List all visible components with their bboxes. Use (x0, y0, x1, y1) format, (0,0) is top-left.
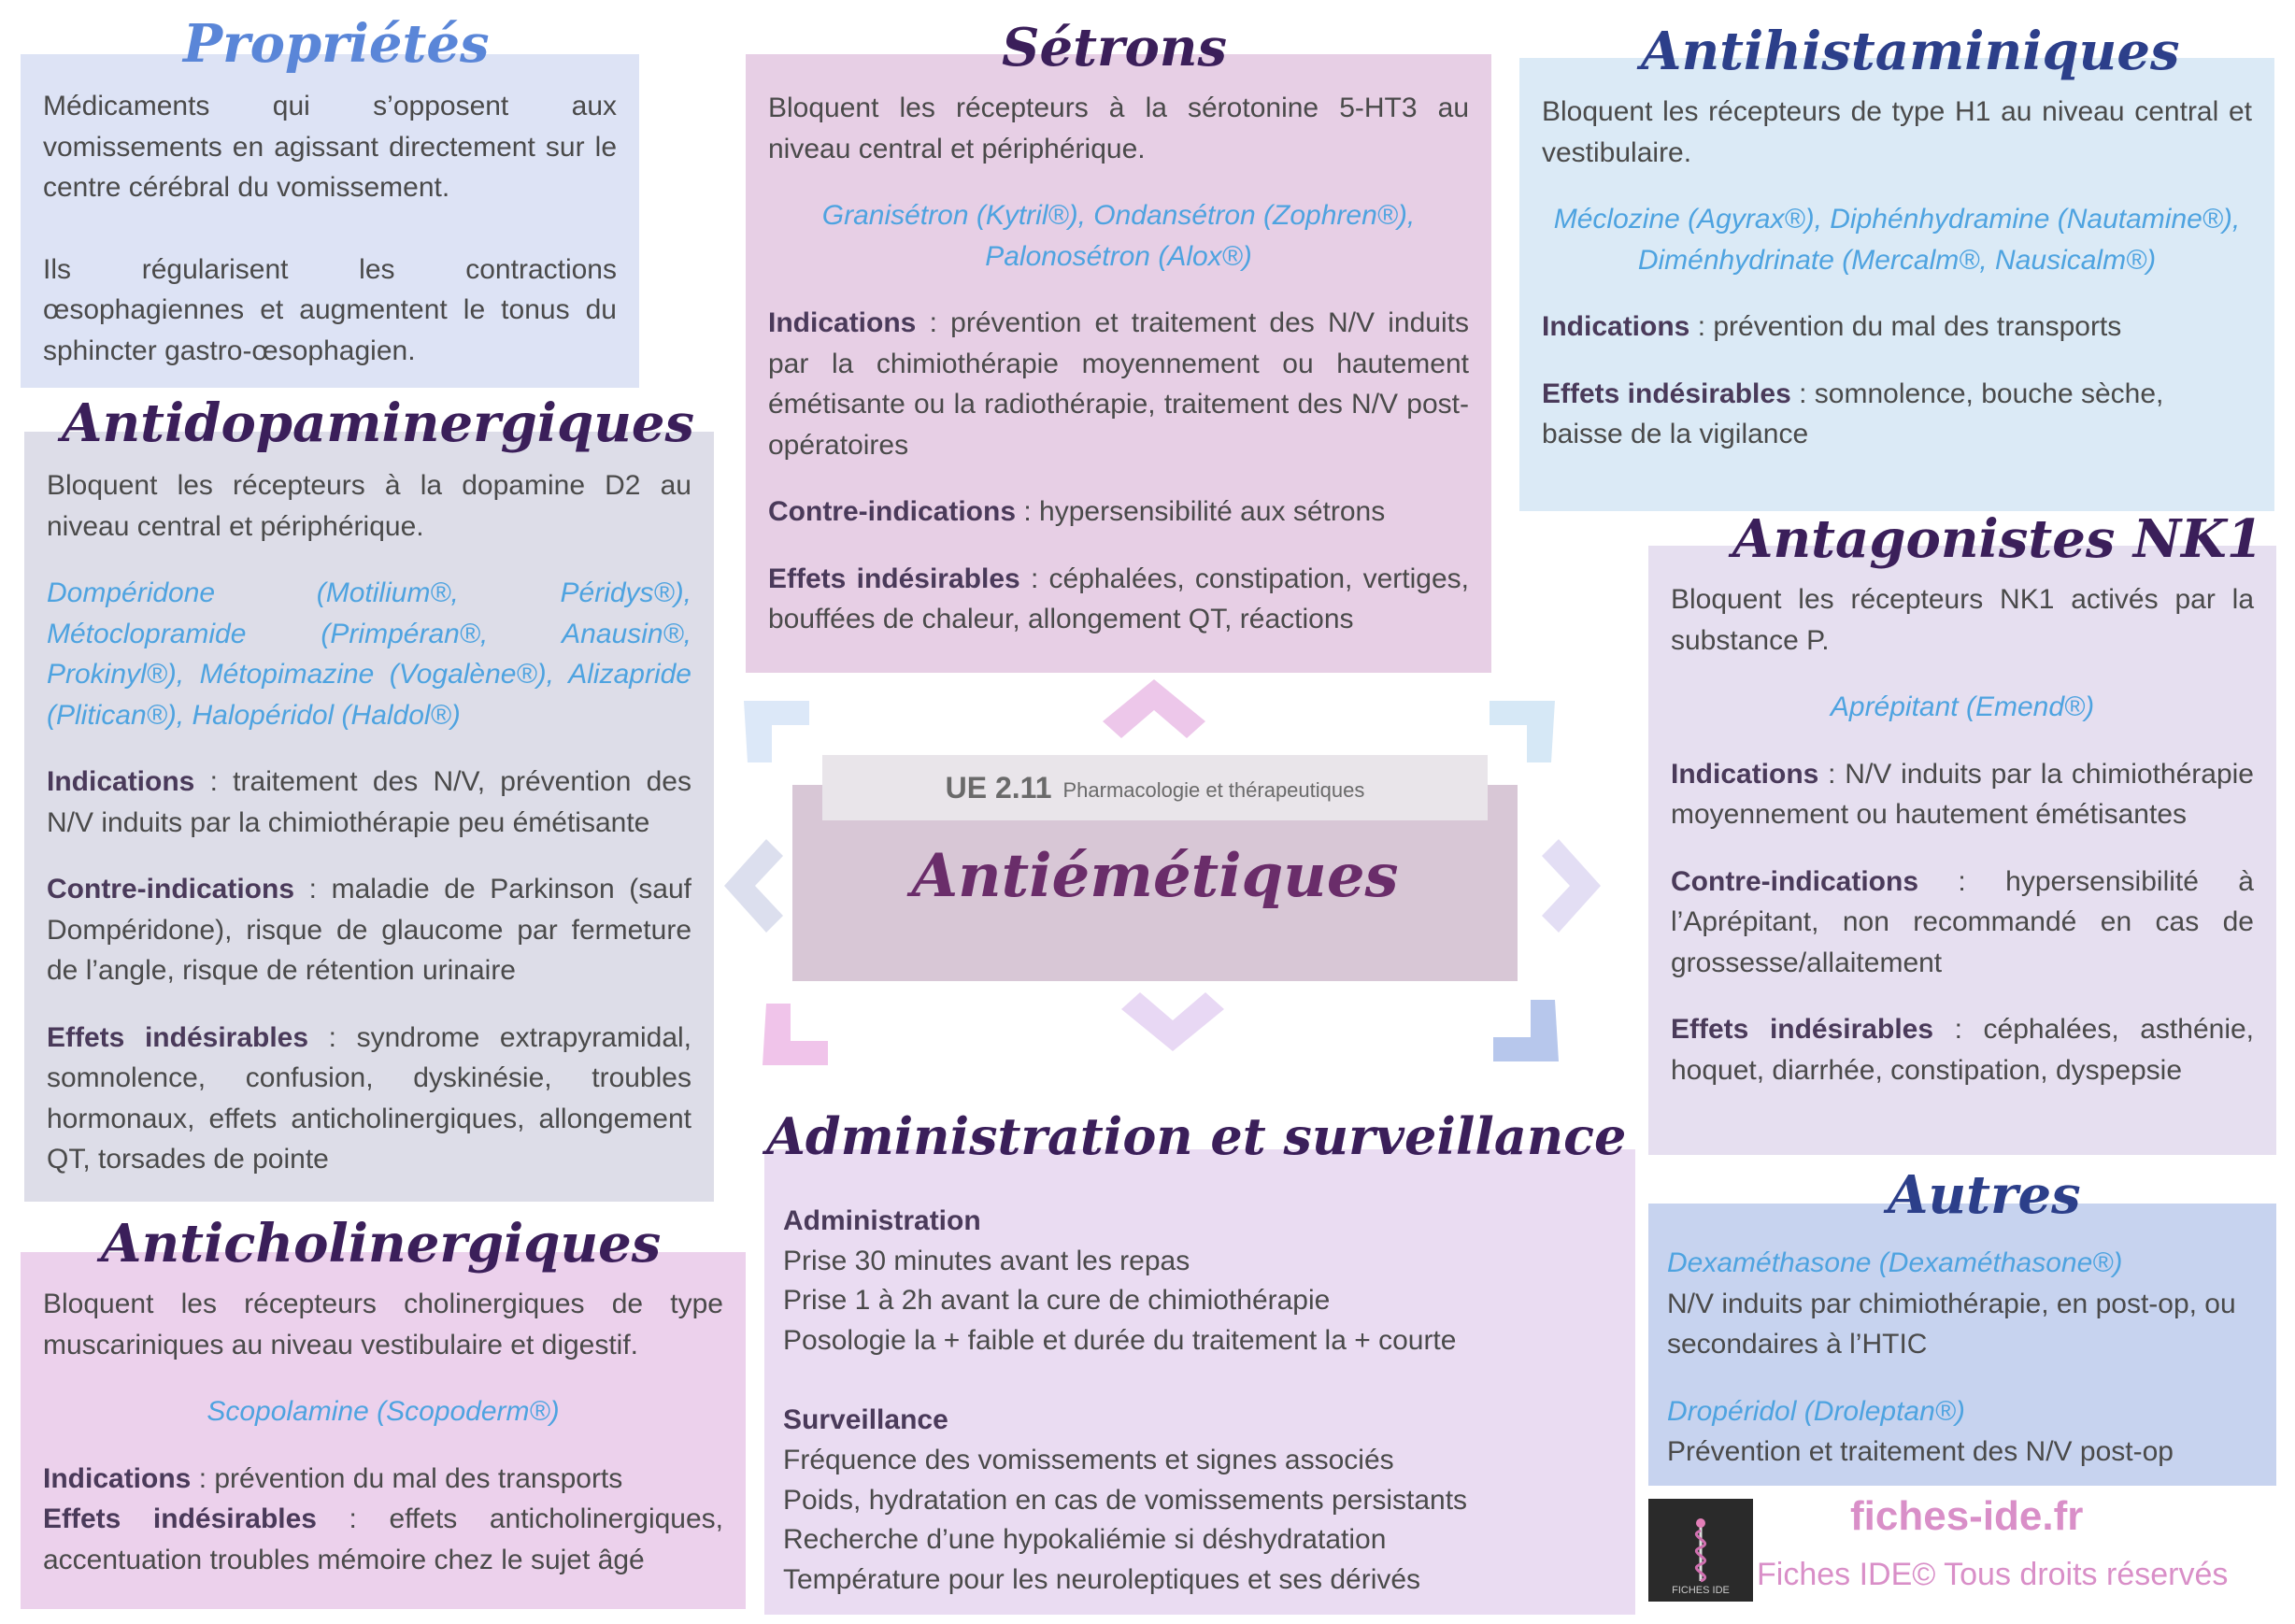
setrons-indications (768, 303, 1469, 465)
antihistaminiques-title: Antihistaminiques (1641, 21, 2180, 82)
autres-box (1648, 1204, 2276, 1486)
antidopa-indications (47, 762, 691, 843)
arrow-up-right-icon (1471, 691, 1564, 785)
nk1-ci-text: : hypersensibilité à l’Aprépitant, non recommandé en cas de grossesse/allaitement (1671, 865, 2254, 978)
antidopa-contre-indications (47, 869, 691, 991)
nk1-drugs: Aprépitant (Emend®) (1830, 691, 2095, 722)
nk1-ind-text: : N/V induits par la chimiothérapie moyennement ou hautement émétisantes (1671, 758, 2254, 830)
antihistaminiques-box (1519, 58, 2274, 511)
ue-name: Pharmacologie et thérapeutiques (1062, 778, 1365, 802)
autres-text-1: N/V induits par chimiothérapie, en post-op, ou secondaires à l’HTIC (1667, 1288, 2236, 1360)
antidopa-effets (47, 1018, 691, 1180)
proprietes-p2: Ils régularisent les contractions œsophagiennes et augmentent le tonus du sphincter gastro-œsophagien. (43, 253, 617, 366)
antichol-indications (43, 1459, 723, 1500)
arrow-right-icon (1538, 839, 1605, 933)
nk1-effets (1671, 1009, 2254, 1090)
proprietes-p1: Médicaments qui s’opposent aux vomissements en agissant directement sur le centre cérébral du vomissement. (43, 91, 617, 203)
arrow-down-icon (1121, 989, 1224, 1056)
antihist-ei-label: Effets indésirables (1542, 378, 1791, 409)
antihist-ei-text: : somnolence, bouche sèche, baisse de la vigilance (1542, 378, 2164, 449)
admin-heading: Administration (783, 1205, 981, 1236)
autres-drug-1: Dexaméthasone (Dexaméthasone®) (1667, 1247, 2123, 1278)
nk1-ind-label: Indications (1671, 758, 1819, 790)
antihistaminiques-desc: Bloquent les récepteurs de type H1 au niveau central et vestibulaire. (1542, 96, 2252, 168)
caduceus-icon (1673, 1516, 1729, 1583)
setrons-ci-text: : hypersensibilité aux sétrons (1016, 496, 1386, 527)
administration-box (764, 1149, 1635, 1615)
antidopa-ind-text: : traitement des N/V, prévention des N/V induits par la chimiothérapie peu émétisante (47, 766, 691, 838)
setrons-box (746, 54, 1491, 673)
center-title: Antiémétiques (911, 841, 1399, 911)
antihist-ind-text: : prévention du mal des transports (1689, 311, 2122, 342)
antidopa-desc: Bloquent les récepteurs à la dopamine D2 au niveau central et périphérique. (47, 470, 691, 542)
antihistaminiques-effets (1542, 374, 2252, 455)
arrow-down-left-icon (753, 981, 847, 1075)
setrons-effets (768, 559, 1469, 640)
autres-text-2: Prévention et traitement des N/V post-op (1667, 1436, 2174, 1467)
proprietes-box (21, 54, 639, 388)
proprietes-title: Propriétés (183, 13, 490, 75)
arrow-up-icon (1103, 675, 1205, 742)
fiches-ide-logo (1648, 1499, 1753, 1602)
ue-code: UE 2.11 (945, 770, 1052, 805)
anticholinergiques-box (21, 1252, 746, 1609)
antihist-ind-label: Indications (1542, 311, 1690, 342)
antidopa-drugs: Dompéridone (Motilium®, Péridys®), Métoclopramide (Primpéran®, Anausin®, Prokinyl®), Métopimazine (Vogalène®), Alizapride (Plitican®), Halopéridol (Haldol®) (47, 577, 691, 731)
antagonistes-nk1-box (1648, 546, 2276, 1155)
anticholinergiques-title: Anticholinergiques (101, 1213, 662, 1275)
antihistaminiques-indications (1542, 306, 2252, 348)
setrons-contre-indications (768, 491, 1469, 533)
copyright: Fiches IDE© Tous droits réservés (1757, 1557, 2229, 1592)
antagonistes-nk1-title: Antagonistes NK1 (1732, 508, 2263, 570)
admin-item-2: Prise 1 à 2h avant la cure de chimiothérapie (783, 1285, 1331, 1317)
setrons-drugs: Granisétron (Kytril®), Ondansétron (Zophren®), Palonosétron (Alox®) (821, 200, 1416, 272)
antidopa-ei-text: : syndrome extrapyramidal, somnolence, confusion, dyskinésie, troubles hormonaux, effets anticholinergiques, allongement QT, torsades de pointe (47, 1021, 692, 1175)
setrons-ind-label: Indications (768, 307, 917, 338)
arrow-down-right-icon (1475, 977, 1568, 1071)
admin-item-3: Posologie la + faible et durée du traitement la + courte (783, 1324, 1457, 1356)
setrons-desc: Bloquent les récepteurs à la sérotonine 5-HT3 au niveau central et périphérique. (768, 93, 1469, 164)
surv-item-2: Poids, hydratation en cas de vomissements persistants (783, 1484, 1468, 1516)
antihistaminiques-drugs: Méclozine (Agyrax®), Diphénhydramine (Nautamine®), Diménhydrinate (Mercalm®, Nausicalm®) (1553, 204, 2241, 276)
antichol-desc: Bloquent les récepteurs cholinergiques de type muscariniques au niveau vestibulaire et digestif. (43, 1289, 723, 1360)
antidopa-ind-label: Indications (47, 766, 195, 797)
administration-title: Administration et surveillance (766, 1106, 1627, 1166)
surv-item-1: Fréquence des vomissements et signes associés (783, 1444, 1394, 1475)
antichol-ind-label: Indications (43, 1462, 192, 1494)
logo-text: FICHES IDE (1672, 1585, 1730, 1596)
antichol-drugs: Scopolamine (Scopoderm®) (207, 1396, 560, 1427)
nk1-desc: Bloquent les récepteurs NK1 activés par la substance P. (1671, 584, 2254, 656)
surv-heading: Surveillance (783, 1404, 948, 1436)
antichol-effets (43, 1499, 723, 1580)
surv-item-4: Température pour les neuroleptiques et ses dérivés (783, 1563, 1421, 1595)
admin-item-1: Prise 30 minutes avant les repas (783, 1245, 1190, 1276)
ue-banner (822, 755, 1488, 820)
setrons-title: Sétrons (1002, 17, 1228, 78)
site-name[interactable]: fiches-ide.fr (1850, 1493, 2084, 1539)
antidopaminergiques-box (24, 432, 714, 1202)
antichol-ind-text: : prévention du mal des transports (191, 1462, 623, 1494)
autres-title: Autres (1888, 1164, 2081, 1226)
arrow-up-left-icon (734, 691, 828, 785)
antichol-ei-label: Effets indésirables (43, 1503, 317, 1534)
nk1-ci-label: Contre-indications (1671, 865, 1919, 897)
antidopa-ci-label: Contre-indications (47, 874, 295, 905)
antichol-ei-text: : effets anticholinergiques, accentuation troubles mémoire chez le sujet âgé (43, 1503, 724, 1575)
nk1-ei-label: Effets indésirables (1671, 1014, 1934, 1045)
autres-drug-2: Dropéridol (Droleptan®) (1667, 1395, 1965, 1427)
antidopaminergiques-title: Antidopaminergiques (62, 392, 695, 454)
surv-item-3: Recherche d’une hypokaliémie si déshydratation (783, 1524, 1387, 1556)
antidopa-ci-text: : maladie de Parkinson (sauf Dompéridone), risque de glaucome par fermeture de l’angle, risque de rétention urinaire (47, 874, 691, 986)
arrow-left-icon (720, 839, 787, 933)
antidopa-ei-label: Effets indésirables (47, 1021, 309, 1053)
setrons-ei-label: Effets indésirables (768, 563, 1020, 594)
nk1-indications (1671, 754, 2254, 835)
nk1-ei-text: : céphalées, asthénie, hoquet, diarrhée, constipation, dyspepsie (1671, 1014, 2254, 1086)
nk1-contre-indications (1671, 862, 2254, 984)
setrons-ei-text: : céphalées, constipation, vertiges, bouffées de chaleur, allongement QT, réactions (768, 563, 1470, 634)
setrons-ci-label: Contre-indications (768, 496, 1017, 527)
setrons-ind-text: : prévention et traitement des N/V induits par la chimiothérapie moyennement ou hautement émétisante ou la radiothérapie, traitement des N/V post-opératoires (768, 307, 1469, 461)
